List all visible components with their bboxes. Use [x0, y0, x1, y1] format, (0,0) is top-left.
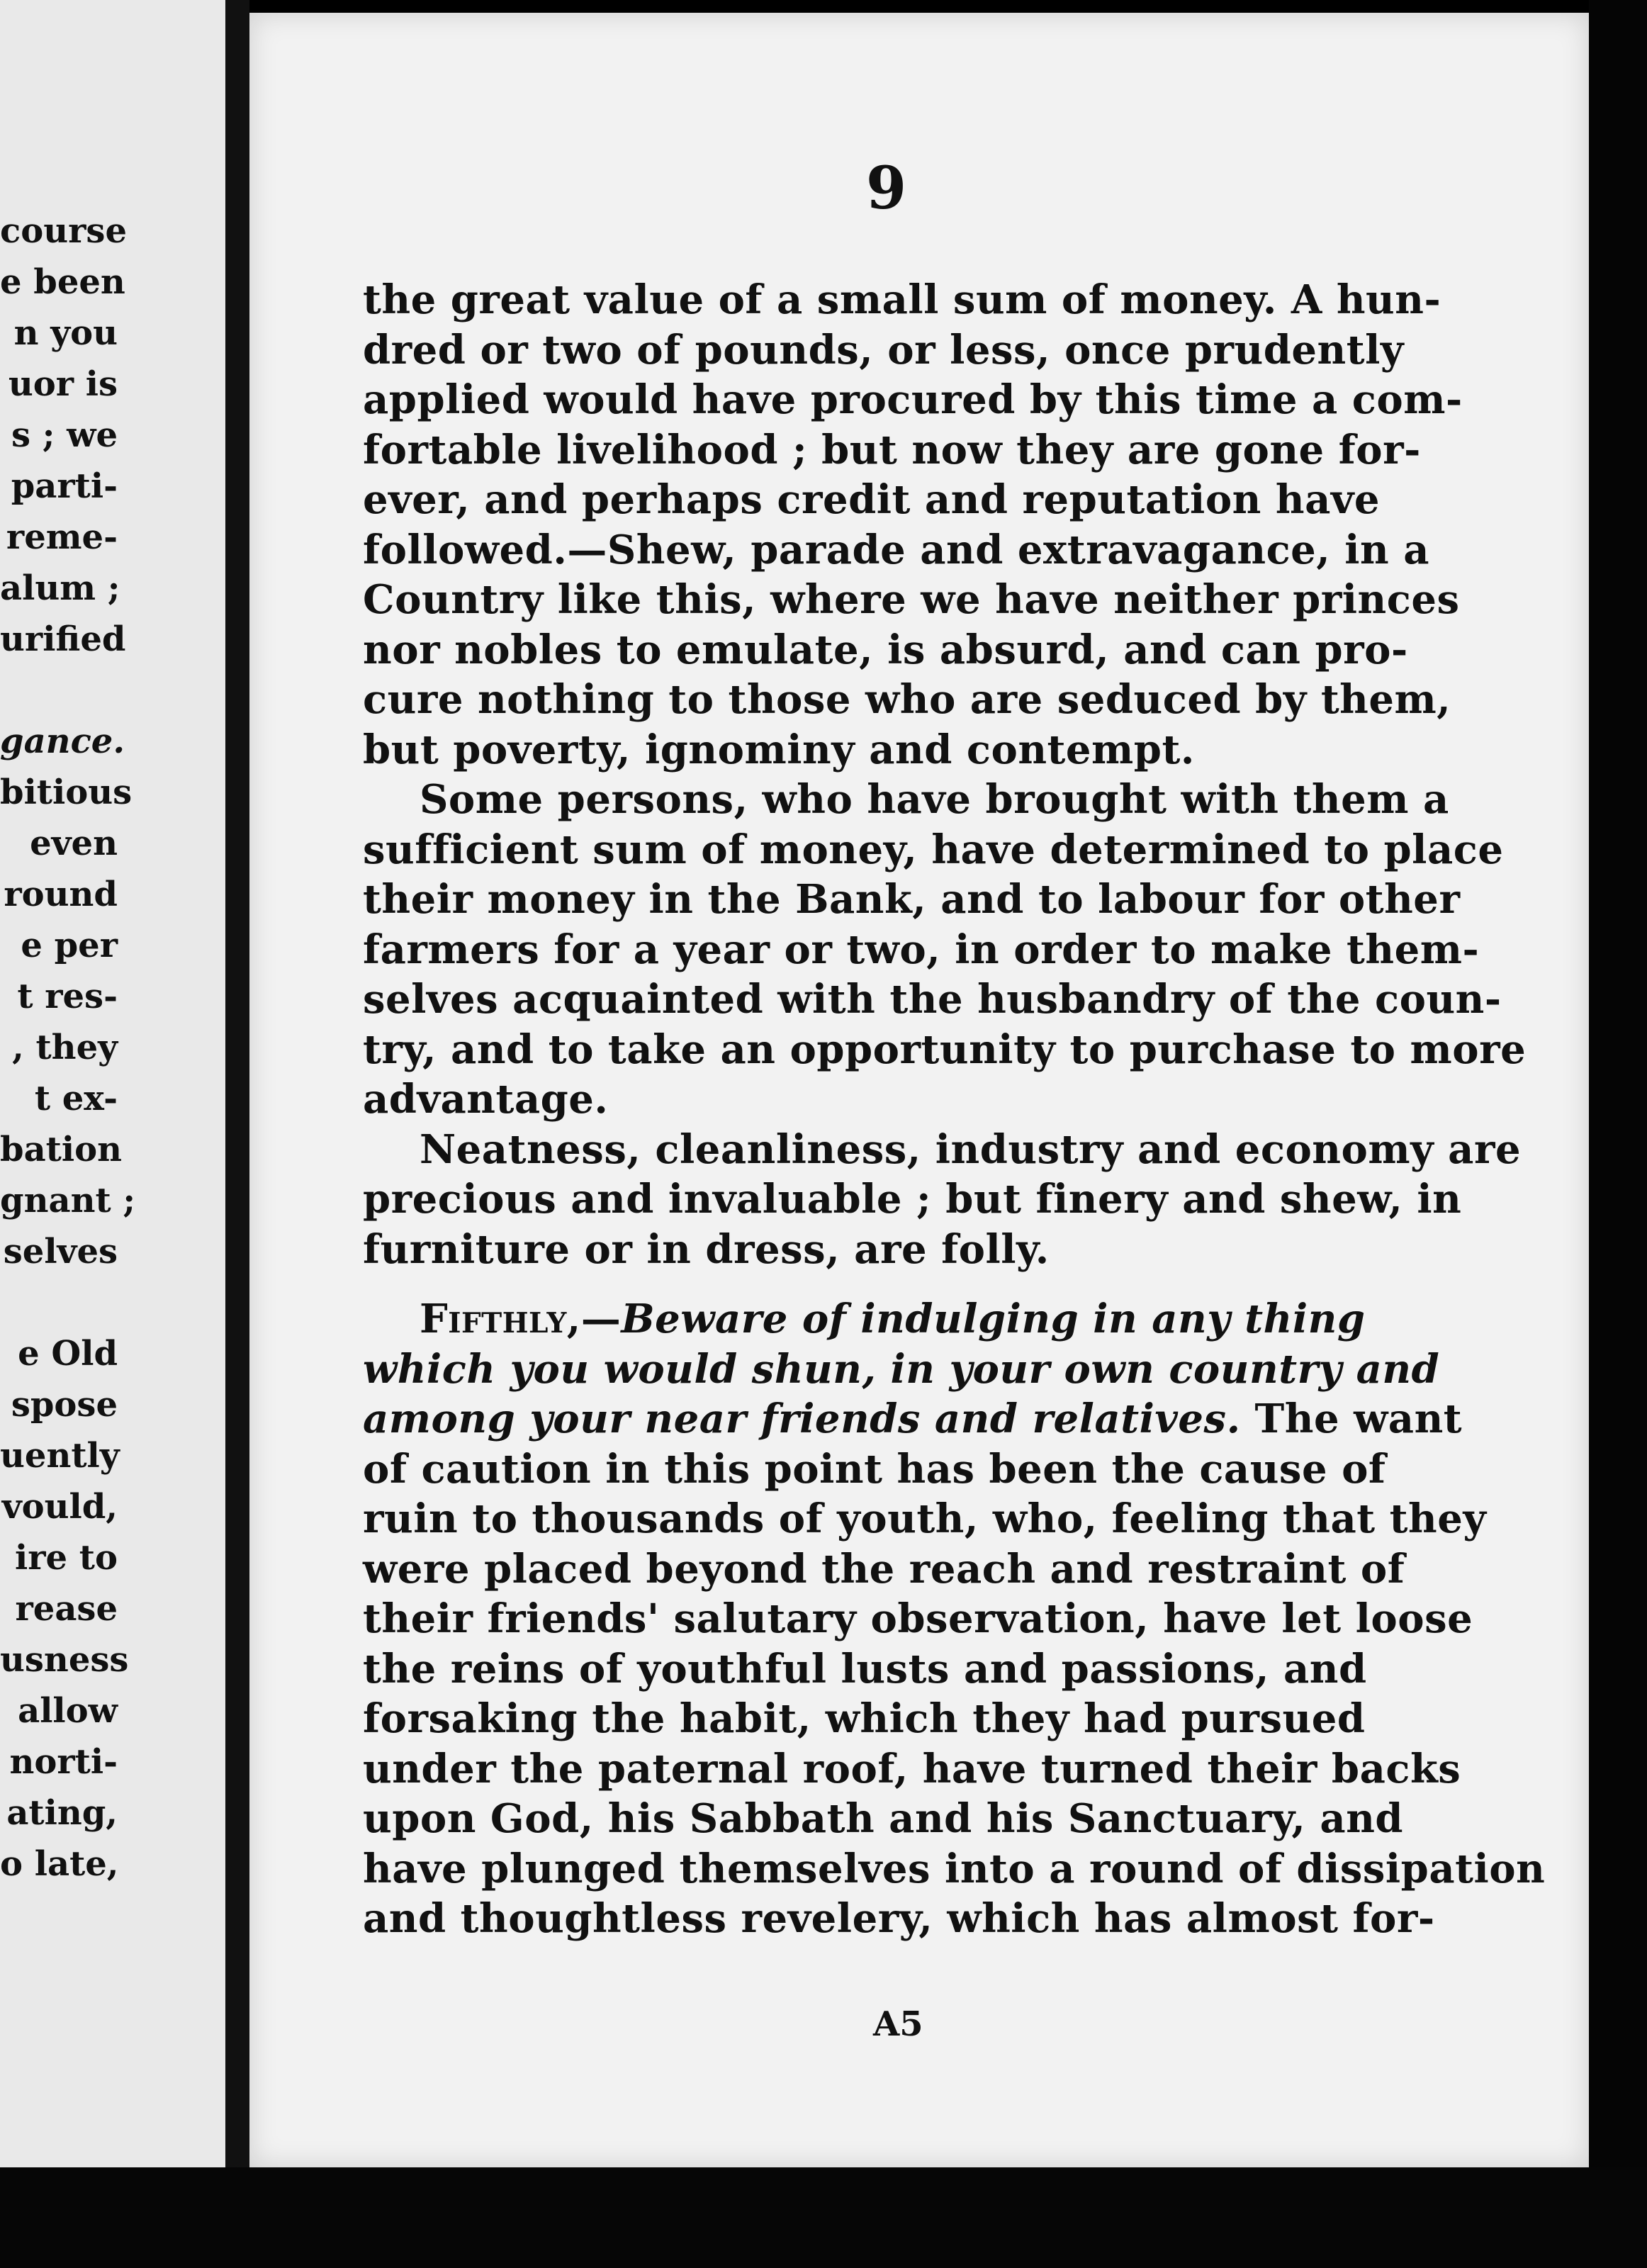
text-line: nor nobles to emulate, is absurd, and can pro- — [363, 626, 1408, 673]
left-fragment: selves — [3, 1232, 118, 1271]
text-line: Neatness, cleanliness, industry and economy are — [363, 1125, 1522, 1173]
text-line: under the paternal roof, have turned their backs — [363, 1745, 1461, 1792]
text-line: try, and to take an opportunity to purchase to more — [363, 1026, 1527, 1073]
fifthly-heading: Fifthly, — [419, 1296, 581, 1342]
text-line: but poverty, ignominy and contempt. — [363, 726, 1195, 773]
left-fragment: gance. — [0, 722, 125, 761]
left-fragment: spose — [11, 1385, 118, 1425]
left-page-fragments — [0, 206, 225, 1890]
left-fragment: , they — [12, 1028, 118, 1067]
page-number: 9 — [866, 155, 907, 223]
text-line: ever, and perhaps credit and reputation have — [363, 476, 1381, 523]
text-line: have plunged themselves into a round of dissipation — [363, 1845, 1546, 1892]
left-fragment: uently — [0, 1436, 120, 1476]
left-fragment: gnant ; — [0, 1181, 136, 1220]
italic-line: Beware of indulging in any thing — [621, 1296, 1366, 1342]
text-line: sufficient sum of money, have determined to place — [363, 826, 1504, 873]
left-fragment: parti- — [11, 466, 118, 506]
left-fragment: e Old — [18, 1334, 118, 1374]
left-fragment: bitious — [0, 773, 133, 812]
body-text — [363, 275, 1647, 1944]
text-line: applied would have procured by this time a com- — [363, 376, 1463, 423]
fifthly-dash: — — [580, 1296, 622, 1342]
text-line: Country like this, where we have neither princes — [363, 576, 1460, 623]
left-fragment: round — [4, 875, 118, 914]
left-fragment: t ex- — [34, 1079, 118, 1118]
text-line: precious and invaluable ; but finery and shew, in — [363, 1176, 1462, 1223]
left-fragment: t res- — [17, 977, 118, 1016]
text-line: fortable livelihood ; but now they are gone for- — [363, 426, 1421, 473]
text-line: ruin to thousands of youth, who, feeling that they — [363, 1495, 1487, 1542]
left-fragment: ire to — [15, 1538, 118, 1578]
text-line: and thoughtless revelery, which has almost for- — [363, 1895, 1435, 1942]
fifthly-first-line — [363, 1294, 1647, 1344]
left-fragment: reme- — [6, 517, 118, 557]
left-fragment: bation — [0, 1130, 122, 1169]
left-fragment: allow — [18, 1691, 118, 1731]
text-line: forsaking the habit, which they had pursued — [363, 1695, 1366, 1742]
text-line: selves acquainted with the husbandry of the coun- — [363, 976, 1502, 1023]
left-fragment: even — [30, 824, 118, 863]
left-fragment: uor is — [8, 364, 118, 404]
text-line: were placed beyond the reach and restraint of — [363, 1545, 1405, 1593]
left-facing-page — [0, 0, 225, 2268]
left-fragment: n you — [13, 313, 118, 353]
left-fragment: usness — [0, 1640, 129, 1680]
left-fragment: vould, — [1, 1487, 118, 1527]
left-fragment: norti- — [9, 1742, 118, 1782]
left-fragment: e been — [0, 262, 125, 302]
text-line: upon God, his Sabbath and his Sanctuary, and — [363, 1795, 1404, 1842]
bottom-scan-edge — [0, 2167, 1647, 2268]
text-line: of caution in this point has been the cause of — [363, 1445, 1386, 1493]
text-line: their money in the Bank, and to labour for other — [363, 876, 1461, 923]
left-fragment: urified — [0, 619, 126, 659]
left-fragment: course — [0, 211, 127, 251]
left-fragment: alum ; — [0, 568, 120, 608]
text-line: dred or two of pounds, or less, once prudently — [363, 326, 1404, 374]
left-fragment: e per — [21, 926, 118, 965]
text-line: cure nothing to those who are seduced by them, — [363, 676, 1451, 723]
text-line: their friends' salutary observation, have let loose — [363, 1595, 1473, 1642]
fifthly-third-line — [363, 1394, 1647, 1444]
right-page — [249, 13, 1589, 2167]
text-line: farmers for a year or two, in order to make them- — [363, 926, 1480, 973]
text-line: the reins of youthful lusts and passions, and — [363, 1645, 1367, 1692]
left-fragment: rease — [15, 1589, 118, 1629]
italic-line: which you would shun, in your own country and — [363, 1345, 1440, 1393]
text-line: Some persons, who have brought with them a — [363, 776, 1449, 823]
text-line: the great value of a small sum of money. A hun- — [363, 276, 1441, 323]
text-line: advantage. — [363, 1076, 609, 1123]
text-fragment: The want — [1240, 1396, 1463, 1442]
italic-line: among your near friends and relatives. — [363, 1396, 1241, 1442]
left-fragment: o late, — [0, 1844, 119, 1884]
text-line: followed.—Shew, parade and extravagance, in a — [363, 526, 1430, 573]
page-gutter — [225, 0, 249, 2183]
text-line: furniture or in dress, are folly. — [363, 1225, 1050, 1273]
right-scan-edge — [1589, 0, 1647, 2268]
left-fragment: s ; we — [11, 415, 118, 455]
signature-mark: A5 — [873, 2004, 923, 2044]
left-fragment: ating, — [6, 1793, 118, 1833]
